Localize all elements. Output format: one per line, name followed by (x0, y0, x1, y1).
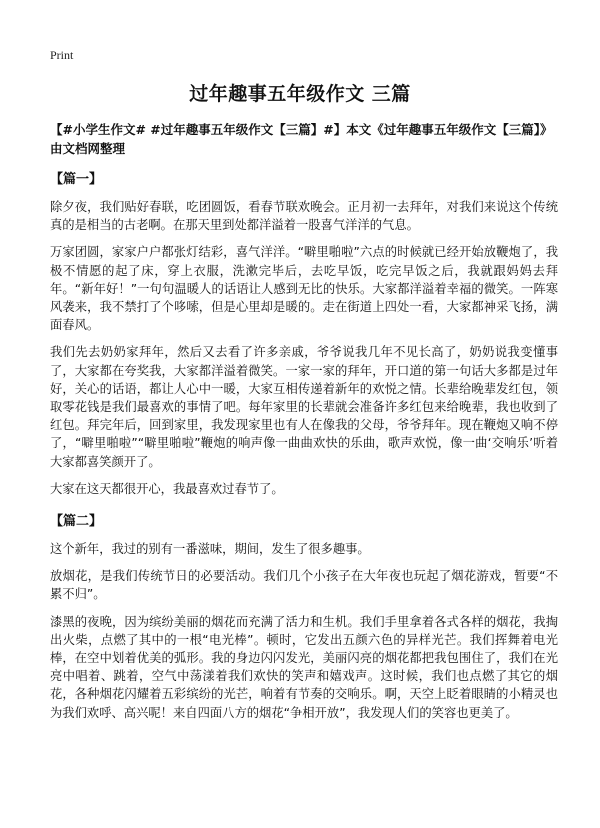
section-heading-2: 【篇二】 (50, 514, 103, 530)
document-body (50, 120, 558, 722)
print-link[interactable]: Print (50, 48, 74, 62)
section-heading-1: 【篇一】 (50, 172, 103, 187)
paragraph: 除夕夜，我们贴好春联，吃团圆饭，看春节联欢晚会。正月初一去拜年，对我们来说这个传统真的是相当的古老啊。在那天里到处都洋溢着一股喜气洋洋的气息。 (50, 200, 558, 233)
intro-line: 【#小学生作文# #过年趣事五年级作文【三篇】#】本文《过年趣事五年级作文【三篇】》由文档网整理 (50, 122, 553, 156)
paragraph: 放烟花，是我们传统节日的必要活动。我们几个小孩子在大年夜也玩起了烟花游戏，暂要“不累不归”。 (50, 569, 558, 602)
document-title: 过年趣事五年级作文 三篇 (189, 83, 411, 105)
paragraph: 这个新年，我过的别有一番滋味，期间，发生了很多趣事。 (50, 542, 370, 557)
paragraph: 大家在这天都很开心，我最喜欢过春节了。 (50, 481, 284, 496)
paragraph: 万家团圆，家家户户都张灯结彩，喜气洋洋。“噼里啪啦”六点的时候就已经开始放鞭炮了，我极不情愿的起了床，穿上衣服，洗漱完毕后，去吃早饭，吃完早饭之后，我就跟妈妈去拜年。“新年好！”一句句温暖人的话语让人感到无比的快乐。大家都洋溢着幸福的微笑。一阵寒风袭来，我不禁打了个哆嗦，但是心里却是暖的。走在街道上四处一看，大家都神采飞扬，满面春风。 (50, 245, 558, 333)
paragraph: 漆黑的夜晚，因为缤纷美丽的烟花而充满了活力和生机。我们手里拿着各式各样的烟花，我掏出火柴，点燃了其中的一根“电光棒”。顿时，它发出五颜六色的异样光芒。我们挥舞着电光棒，在空中划着优美的弧形。我的身边闪闪发光，美丽闪亮的烟花都把我包围住了，我们在光亮中唱着、跳着，空气中荡漾着我们欢快的笑声和嬉戏声。这时候，我们也点燃了其它的烟花，各种烟花闪耀着五彩缤纷的光芒，响着有节奏的交响乐。啊，天空上眨着眼睛的小精灵也为我们欢呼、高兴呢！来自四面八方的烟花“争相开放”，我发现人们的笑容也更美了。 (50, 614, 558, 720)
paragraph: 我们先去奶奶家拜年，然后又去看了许多亲戚，爷爷说我几年不见长高了，奶奶说我变懂事了，大家都在夸奖我，大家都洋溢着微笑。一家一家的拜年，开口道的第一句话大多都是过年好，关心的话语，都让人心中一暖，大家互相传递着新年的欢悦之情。长辈给晚辈发红包，领取零花钱是我们最喜欢的事情了吧。每年家里的长辈就会准备许多红包来给晚辈，我也收到了红包。拜完年后，回到家里，我发现家里也有人在像我的父母，爷爷拜年。现在鞭炮又响不停了，“噼里啪啦”“噼里啪啦”鞭炮的响声像一曲曲欢快的乐曲，歌声欢悦，像一曲‘交响乐’听着大家都喜笑颜开了。 (50, 345, 558, 469)
